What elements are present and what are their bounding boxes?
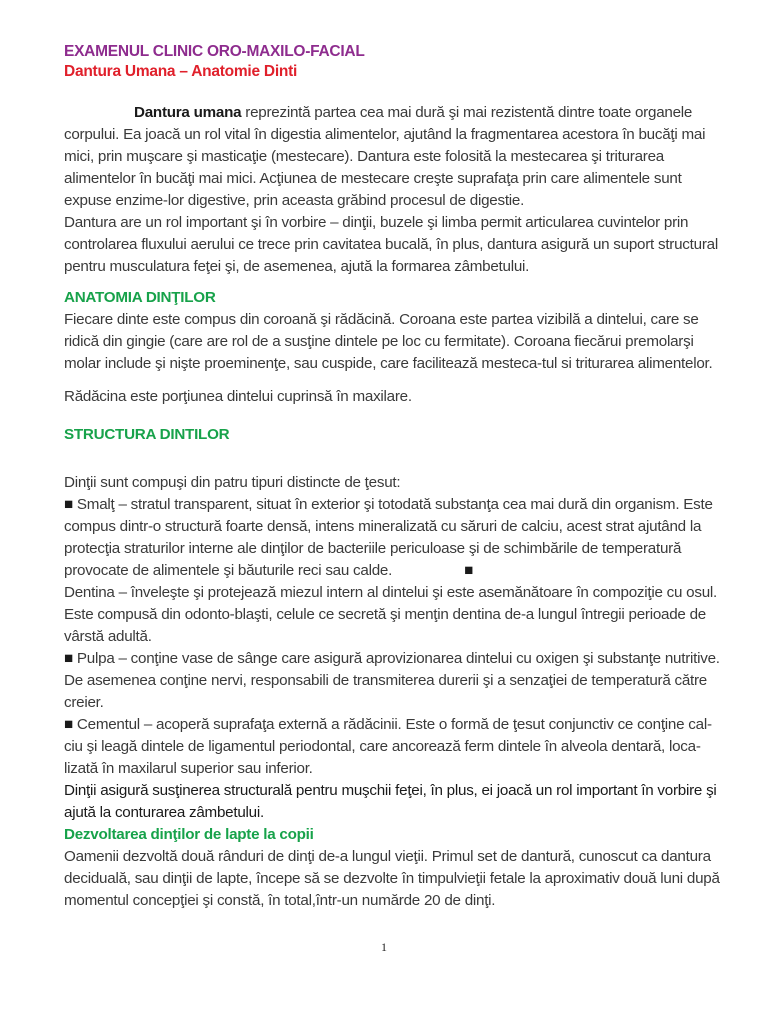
page-number: 1 bbox=[381, 940, 387, 954]
structure-heading: STRUCTURA DINTILOR bbox=[64, 426, 230, 443]
anatomy-paragraph-1: Fiecare dinte este compus din coroană şi rădăcină. Coroana este partea vizibilă a dintelui, care se ridică din gingie (care are rol de a susţine dintele pe loc cu fermitate). Coroana fiecărui premolarşi molar include şi nişte proeminenţe, sau cuspide, care facilitează mesteca-tul si triturarea alimentelor. bbox=[64, 311, 713, 372]
intro-paragraph-1 bbox=[64, 102, 724, 212]
structure-intro: Dinţii sunt compuşi din patru tipuri distincte de ţesut: bbox=[64, 474, 401, 491]
intro-lead-bold: Dantura umana bbox=[134, 104, 242, 121]
structure-smalt bbox=[64, 494, 724, 582]
document-body bbox=[64, 42, 724, 912]
document-title: EXAMENUL CLINIC ORO-MAXILO-FACIAL bbox=[64, 43, 365, 60]
structure-dentina: Dentina – înveleşte şi protejează miezul intern al dintelui şi este asemănătoare în compoziţie cu osul. Este compusă din odonto-blaşti, celule ce secretă şi menţin dentina de-a lungul întregii perioade de vârstă adultă. bbox=[64, 584, 717, 645]
bullet-square-icon: ■ bbox=[64, 716, 73, 733]
bullet-square-icon: ■ bbox=[64, 496, 73, 513]
milk-teeth-heading: Dezvoltarea dinţilor de lapte la copii bbox=[64, 826, 314, 843]
structure-closing: Dinţii asigură susţinerea structurală pentru muşchii feţei, în plus, ei joacă un rol important în vorbire şi ajută la conturarea zâmbetului. bbox=[64, 782, 717, 821]
structure-cementul bbox=[64, 714, 724, 780]
structure-cementul-text: Cementul – acoperă suprafaţa externă a rădăcinii. Este o formă de ţesut conjunctiv ce conţine cal-ciu şi leagă dintele de ligamentul periodontal, care ancorează ferm dintele în alveola dentară, loca-lizată în maxilarul superior sau inferior. bbox=[64, 716, 712, 777]
bullet-square-icon: ■ bbox=[64, 650, 73, 667]
milk-teeth-paragraph: Oamenii dezvoltă două rânduri de dinţi de-a lungul vieţii. Primul set de dantură, cunoscut ca dantura deciduală, sau dinţii de lapte, începe să se dezvolte în timpulvieţii fetale la aproximativ două luni după momentul concepţiei şi constă, în total,într-un numărde 20 de dinţi. bbox=[64, 848, 720, 909]
structure-pulpa-text: Pulpa – conţine vase de sânge care asigură aprovizionarea dintelui cu oxigen şi substanţe nutritive. De asemenea conţine nervi, responsabili de transmiterea durerii şi a senzaţiei de temperatură către creier. bbox=[64, 650, 720, 711]
intro-paragraph-1-text: reprezintă partea cea mai dură şi mai rezistentă dintre toate organele corpului. Ea joacă un rol vital în digestia alimentelor, ajutând la fragmentarea acestora în bucăţi mai mici, prin muşcare şi masticaţie (mestecare). Dantura este folosită la mestecarea şi triturarea alimentelor în bucăţi mai mici. Acţiunea de mestecare creşte suprafaţa prin care alimentele sunt expuse enzime-lor digestive, prin aceasta grăbind procesul de digestie. bbox=[64, 104, 706, 209]
structure-smalt-text: Smalţ – stratul transparent, situat în exterior şi totodată substanţa cea mai dură din organism. Este compus dintr-o structură foarte densă, intens mineralizată cu săruri de calciu, acest strat ajutând la protecţia straturilor interne ale dinţilor de bacteriile periculoase şi de schimbările de temperatură provocate de alimentele şi băuturile reci sau calde. bbox=[64, 496, 713, 579]
intro-paragraph-2: Dantura are un rol important şi în vorbire – dinţii, buzele şi limba permit articularea cuvintelor prin controlarea fluxului aerului ce trece prin cavitatea bucală, în plus, dantura asigură un suport structural pentru musculatura feţei şi, de asemenea, ajută la formarea zâmbetului. bbox=[64, 214, 718, 275]
anatomy-paragraph-2: Rădăcina este porţiunea dintelui cuprinsă în maxilare. bbox=[64, 388, 412, 405]
bullet-square-icon: ■ bbox=[464, 562, 474, 579]
document-subtitle: Dantura Umana – Anatomie Dinti bbox=[64, 63, 298, 80]
anatomy-heading: ANATOMIA DINŢILOR bbox=[64, 289, 216, 306]
structure-pulpa bbox=[64, 648, 724, 714]
